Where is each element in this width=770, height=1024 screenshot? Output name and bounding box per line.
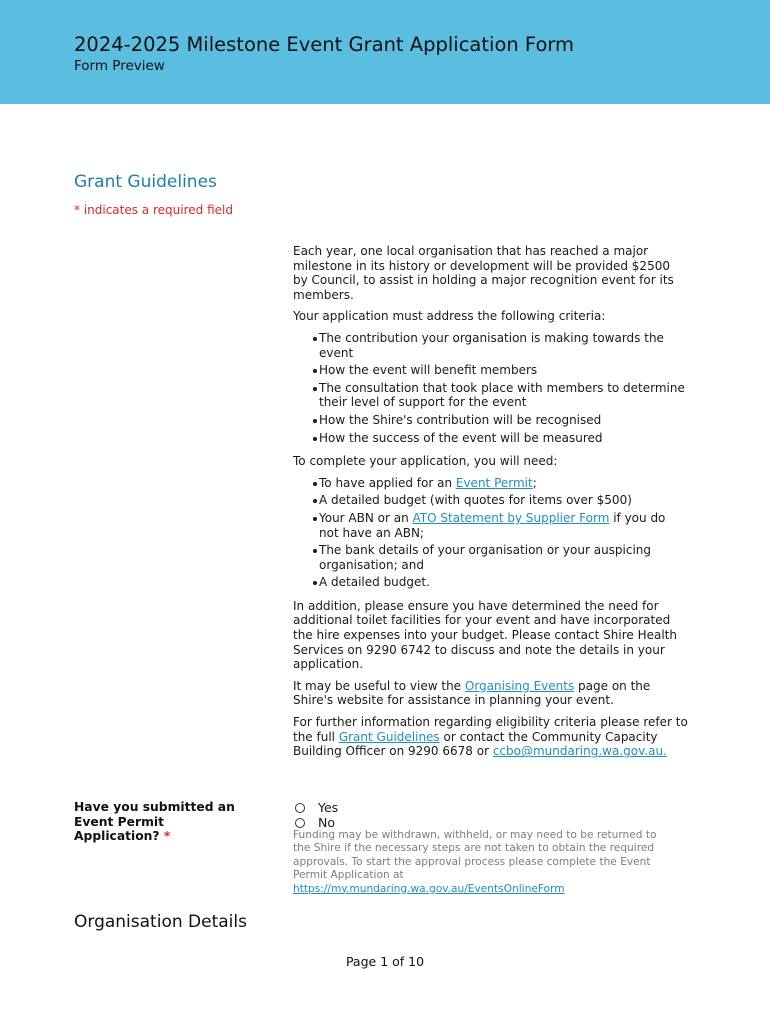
required-field-note: * indicates a required field xyxy=(74,203,233,217)
radio-button-icon[interactable] xyxy=(295,818,305,828)
radio-button-icon[interactable] xyxy=(295,803,305,813)
organising-events-link[interactable]: Organising Events xyxy=(464,678,575,693)
event-permit-link[interactable]: Event Permit xyxy=(455,475,533,490)
help-text-body: Funding may be withdrawn, withheld, or may need to be returned to the Shire if the necessary steps are not taken to obtain the required approvals. To start the approval process please complete the Event Permit Application at xyxy=(293,829,657,882)
list-item: The bank details of your organisation or your auspicing organisation; and xyxy=(313,543,688,572)
list-item: How the success of the event will be measured xyxy=(313,431,688,446)
email-link[interactable]: ccbo@mundaring.wa.gov.au. xyxy=(492,744,667,759)
guidelines-content xyxy=(293,244,688,766)
paragraph-text: It may be useful to view the xyxy=(293,678,465,693)
needs-item-text: if you do not have an ABN; xyxy=(319,510,666,540)
list-item xyxy=(313,511,688,540)
list-item: A detailed budget (with quotes for items over $500) xyxy=(313,493,688,508)
list-item: How the event will benefit members xyxy=(313,363,688,378)
needs-item-text: To have applied for an xyxy=(319,475,456,490)
form-header xyxy=(0,0,770,104)
permit-radio-group xyxy=(293,800,338,830)
needs-list xyxy=(293,476,688,590)
criteria-intro: Your application must address the following criteria: xyxy=(293,309,606,324)
guidelines-intro: Each year, one local organisation that has reached a major milestone in its history or development will be provided $2500 by Council, to assist in holding a major recognition event for its members. xyxy=(293,244,674,302)
organising-events-paragraph xyxy=(293,679,688,708)
radio-option-yes[interactable] xyxy=(293,800,338,815)
permit-help-text xyxy=(293,829,663,896)
criteria-list xyxy=(293,331,688,445)
required-asterisk: * xyxy=(163,829,171,844)
needs-intro: To complete your application, you will need: xyxy=(293,454,558,469)
needs-item-text: ; xyxy=(532,475,537,490)
events-online-form-link[interactable]: https://my.mundaring.wa.gov.au/EventsOnlineForm xyxy=(293,882,565,895)
paragraph-text: page on the Shire's website for assistance in planning your event. xyxy=(293,678,651,708)
page-number: Page 1 of 10 xyxy=(345,954,425,969)
eligibility-paragraph xyxy=(293,715,688,759)
toilet-facilities-paragraph: In addition, please ensure you have determined the need for additional toilet facilities for your event and have incorporated the hire expenses into your budget. Please contact Shire Health Services on 9290 6742 to discuss and note the details in your application. xyxy=(293,598,677,672)
list-item: How the Shire's contribution will be recognised xyxy=(313,413,688,428)
grant-guidelines-heading: Grant Guidelines xyxy=(74,172,217,192)
radio-option-no[interactable] xyxy=(293,815,338,830)
list-item: The contribution your organisation is making towards the event xyxy=(313,331,688,360)
radio-label-yes: Yes xyxy=(318,800,339,815)
list-item xyxy=(313,476,688,491)
form-title: 2024-2025 Milestone Event Grant Application Form xyxy=(74,33,575,56)
form-subtitle: Form Preview xyxy=(74,58,165,74)
paragraph-text: For further information regarding eligibility criteria please refer to the full xyxy=(293,715,688,744)
list-item: The consultation that took place with members to determine their level of support for the event xyxy=(313,381,688,410)
list-item: A detailed budget. xyxy=(313,575,688,590)
needs-item-text: Your ABN or an xyxy=(319,510,413,525)
paragraph-text: or contact the Community Capacity Building Officer on 9290 6678 or xyxy=(293,729,658,759)
grant-guidelines-link[interactable]: Grant Guidelines xyxy=(338,729,440,744)
organisation-details-heading: Organisation Details xyxy=(74,912,247,932)
question-text: Have you submitted an Event Permit Application? xyxy=(74,800,235,844)
permit-question-label xyxy=(74,800,244,844)
radio-label-no: No xyxy=(318,815,335,830)
ato-statement-link[interactable]: ATO Statement by Supplier Form xyxy=(412,510,610,525)
